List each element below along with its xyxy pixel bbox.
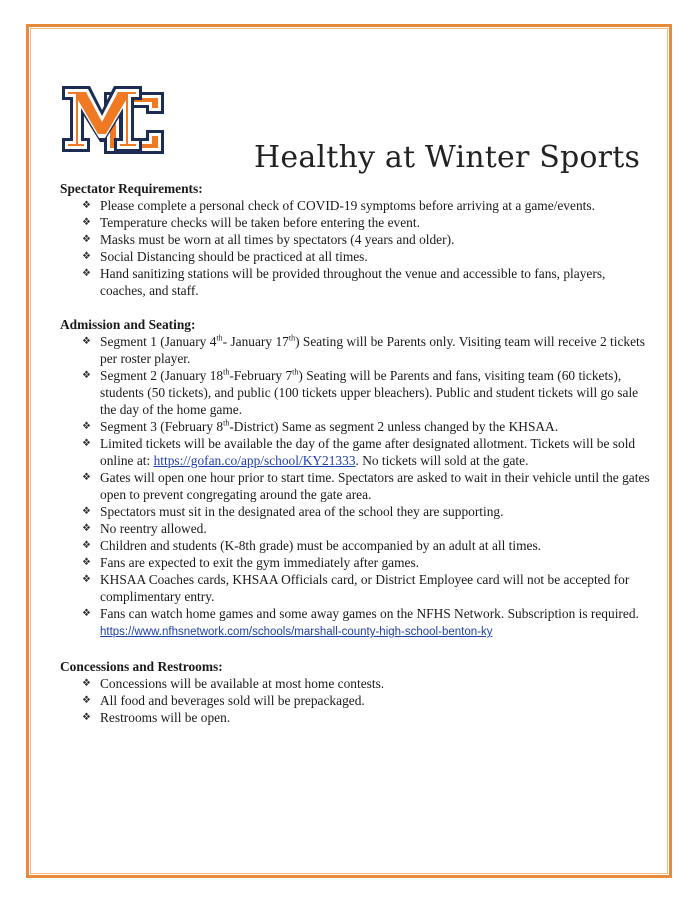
list-item: ❖ Temperature checks will be taken before entering the event. [60,214,650,231]
list-item: ❖ Spectators must sit in the designated area of the school they are supporting. [60,503,650,520]
list-item: ❖ Restrooms will be open. [60,709,650,726]
list-item: ❖ Social Distancing should be practiced at all times. [60,248,650,265]
list-item: ❖ Please complete a personal check of COVID-19 symptoms before arriving at a game/events. [60,197,650,214]
document-body [60,180,650,726]
list-item: ❖ Segment 2 (January 18th-February 7th) Seating will be Parents and fans, visiting team (60 tickets), students (50 tickets), and public (100 tickets upper bleachers). Public and student tickets will go sale the day of the home game. [60,367,650,418]
list-item: ❖ Children and students (K-8th grade) must be accompanied by an adult at all times. [60,537,650,554]
concessions-heading: Concessions and Restrooms: [60,659,223,674]
list-item: ❖ Masks must be worn at all times by spectators (4 years and older). [60,231,650,248]
list-item: ❖ Fans are expected to exit the gym immediately after games. [60,554,650,571]
list-item: ❖ All food and beverages sold will be prepackaged. [60,692,650,709]
list-item: ❖ Hand sanitizing stations will be provided throughout the venue and accessible to fans, players, coaches, and staff. [60,265,650,299]
list-item: ❖ Limited tickets will be available the day of the game after designated allotment. Tickets will be sold online at: https://gofan.co/app/school/KY21333. No tickets will sold at the gate. [60,435,650,469]
list-item: ❖ No reentry allowed. [60,520,650,537]
list-item: ❖ Segment 1 (January 4th- January 17th) Seating will be Parents only. Visiting team will receive 2 tickets per roster player. [60,333,650,367]
mc-logo [60,80,170,162]
list-item: ❖ KHSAA Coaches cards, KHSAA Officials card, or District Employee card will not be accepted for complimentary entry. [60,571,650,605]
gofan-link[interactable]: https://gofan.co/app/school/KY21333 [153,453,356,468]
list-item: ❖ Concessions will be available at most home contests. [60,675,650,692]
nfhs-link[interactable]: https://www.nfhsnetwork.com/schools/marshall-county-high-school-benton-ky [100,626,493,638]
list-item: ❖ Segment 3 (February 8th-District) Same as segment 2 unless changed by the KHSAA. [60,418,650,435]
admission-list [60,333,650,641]
admission-heading: Admission and Seating: [60,317,196,332]
list-item: ❖ Fans can watch home games and some away games on the NFHS Network. Subscription is required. https://www.nfhsnetwork.com/schools/marshall-county-high-school-benton-ky [60,605,650,641]
page-title: Healthy at Winter Sports [254,140,641,175]
spectator-heading: Spectator Requirements: [60,181,203,196]
spectator-list [60,197,650,299]
list-item: ❖ Gates will open one hour prior to start time. Spectators are asked to wait in their vehicle until the gates open to prevent congregating around the gate area. [60,469,650,503]
concessions-list [60,675,650,726]
